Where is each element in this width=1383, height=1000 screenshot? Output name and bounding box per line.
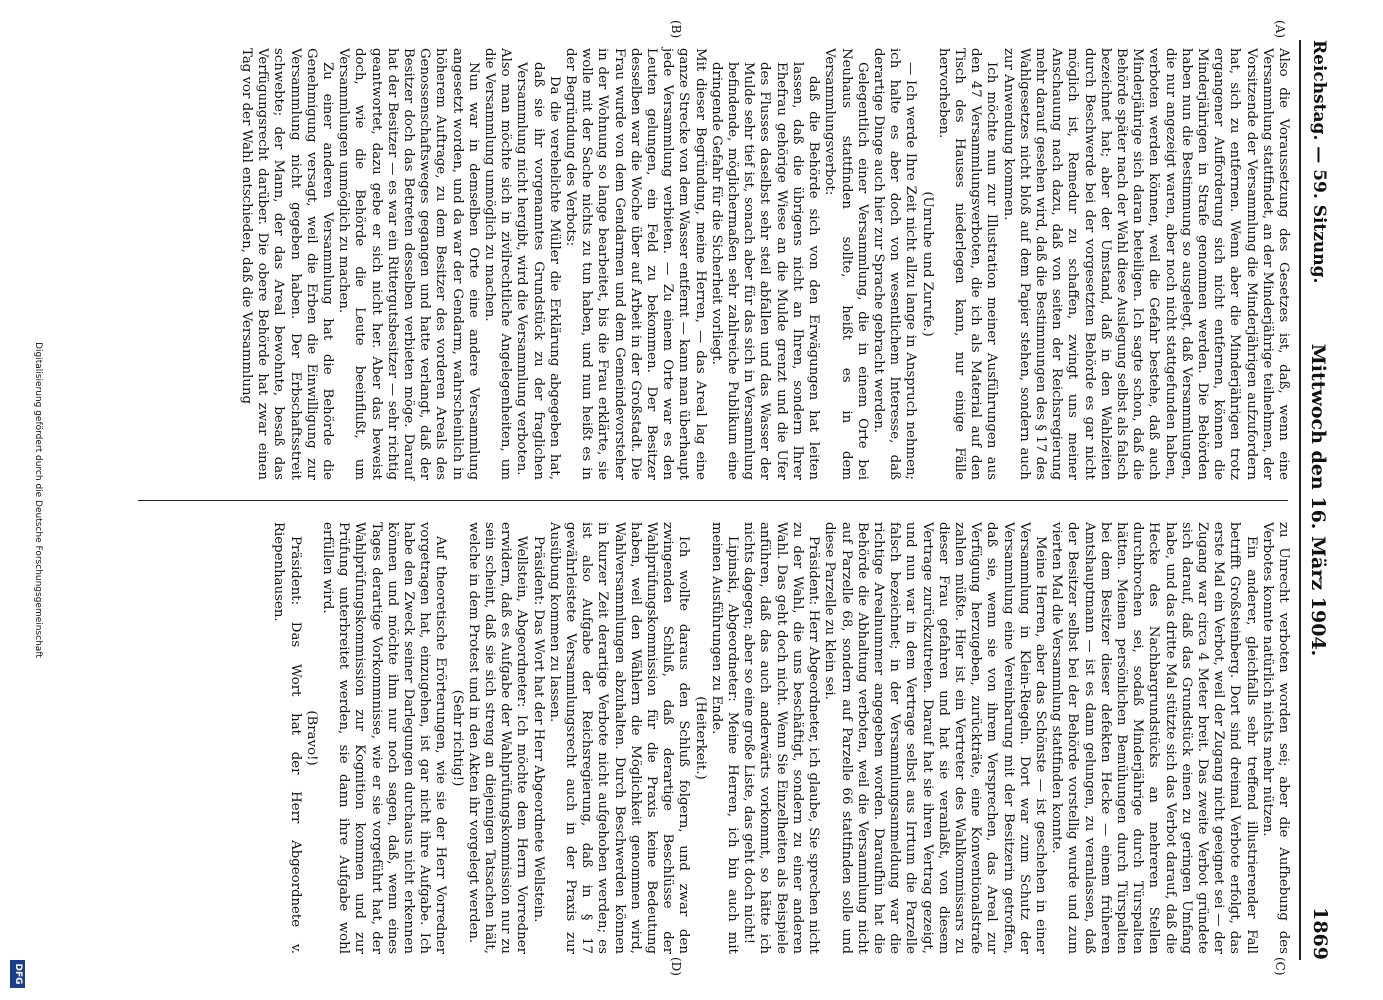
right-column (271, 522, 1291, 954)
header-rule (1299, 40, 1301, 960)
paragraph: Meine Herren, aber das Schönste — ist geschehen in einer Versammlung in Klein-Riegeln. Dort war zum Schutz der Versammlung eine Vereinbarung mit der Besitzerin getroffen, daß sie, wenn sie von ihrem Versprechen, das Areal zur Verfügung herzugeben, zurückträte, eine Konventionalstrafe zahlen müßte. Hier ist ein Vertreter des Wahlkommissars zu dieser Frau gefahren und hat sie veranlaßt, von diesem Vertrage zurückzutreten. Darauf hat sie ihren Vertrag gezeigt, und nun war in dem Vertrage selbst aus Irrtum die Parzelle falsch bezeichnet; in der Versammlungsanmeldung war die richtige Arealnummer angegeben worden. Daraufhin hat die Behörde die Abhaltung verboten, weil die Versammlung nicht auf Parzelle 68, sondern auf Parzelle 66 stattfinden solle und diese Parzelle zu klein sei. (822, 522, 1048, 954)
marker-c: (C) (1273, 957, 1287, 976)
column-separator (138, 500, 1288, 501)
marker-b: (B) (669, 20, 683, 39)
quotation: Da die verehelichte Müller die Erklärung abgegeben hat, daß sie ihr vorgenanntes Grundstück zu der fraglichen Versammlung nicht hergibt, wird die Versammlung verboten. (514, 62, 562, 480)
paragraph: Also die Voraussetzung des Gesetzes ist, daß, wenn eine Versammlung stattfindet, an der Minderjährige teilnehmen, der Vorsitzende der Versammlung die Minderjährigen aufzufordern hat, sich zu entfernen. Wenn aber die Minderjährigen trotz ergangener Aufforderung sich nicht entfernen, können die Minderjährigen in Strafe genommen werden. Die Behörden haben nun die Bestimmung so ausgelegt, daß Versammlungen, die nur angezeigt waren, aber noch nicht stattgefunden haben, verboten werden können, weil die Gefahr bestehe, daß auch Minderjährige sich daran beteiligen. Ich sagte schon, daß die Behörde später nach der Wahl diese Auslegung selbst als falsch bezeichnet hat; aber der Umstand, daß in den Wahlzeiten durch Beschwerde bei der vorgesetzten Behörde es gar nicht möglich ist, Remedur zu schaffen, zwingt uns meiner Anschauung nach dazu, daß von seiten der Reichsregierung mehr darauf gesehen wird, daß die Bestimmungen des § 17 des Wahlgesetzes nicht bloß auf dem Papier stehen, sondern auch zur Anwendung kommen. (1000, 48, 1291, 480)
interjection: (Unruhe und Zurufe.) (919, 191, 935, 337)
paragraph: Auf theoretische Erörterungen, wie sie der Herr Vorredner vorgetragen hat, einzugehen, ist gar nicht ihre Aufgabe. Ich habe den Zweck seiner Darlegungen durchaus nicht erkennen können und möchte ihm nur noch sagen, daß, wenn eines Tages derartige Vorkommnisse, wie er sie vorgeführt hat, der Wahlprüfungskommission zur Kognition kommen und zur Prüfung unterbreitet werden, sie dann ihre Aufgabe wohl erfüllen wird. (320, 522, 449, 954)
paragraph: Also man möchte sich in zivilrechtliche Angelegenheiten, um die Versammlung unmöglich zu machen. (482, 48, 514, 480)
speaker-paragraph: Wellstein, Abgeordneter: Ich möchte dem Herrn Vorredner erwidern, daß es Aufgabe der Wahlprüfungskommission nur zu sein scheint, daß sie sich streng an diejenigen Tatsachen hält, welche in dem Protest und in den Akten ihr vorgelegt werden. (465, 522, 530, 954)
speaker-paragraph: Präsident: Das Wort hat der Herr Abgeordnete Wellstein. (530, 536, 546, 923)
paragraph: Ein anderer, gleichfalls sehr treffend illustrierender Fall betrifft Großsteinberg. Dort sind dreimal Verbote erfolgt, das erste Mal ein Verbot, weil der Zugang nicht geeignet sei — der Zugang war circa 4 Meter breit. Das zweite Verbot gründete sich darauf, daß das Grundstück einen zu geringen Umfang habe, und das dritte Mal stützte sich das Verbot darauf, daß die Hecke des Nachbargrundstücks an mehreren Stellen durchbrochen sei, sodaß Minderjährige durch Türspalten hätten. Meinen persönlichen Bemühungen durch Türspalten bei dem Besitzer dieser defekten Hecke — einem früheren Amtshauptmann — ist es dann gelungen, zu veranlassen, daß der Besitzer selbst bei der Behörde vorstellig wurde und zum vierten Mal die Versammlung stattfinden konnte. (1049, 522, 1259, 954)
interjection: (Heiterkeit.) (692, 696, 708, 780)
quotation: daß die Behörde sich von den Erwägungen hat leiten lassen, daß die übrigens nicht an Ihren, sondern Ihrer Ehefrau gehörige Wiese an die Mulde grenzt und die Ufer des Flusses daselbst sehr steil abfallen und das Wasser der Mulde sehr tief ist, sonach aber für das sich in Versammlung befindende, möglichermaßen sehr zahlreiche Publikum eine dringende Gefahr für die Sicherheit vorliegt. (708, 62, 822, 480)
marker-a: (A) (1273, 20, 1287, 39)
speaker-paragraph: Präsident: Herr Abgeordneter, ich glaube, Sie sprechen nicht zu der Wahl, die uns beschäftigt, sondern zu einer anderen Wahl. Das geht doch nicht. Wenn Sie Einzelheiten als Beispiele anführen, daß das auch anderwärts vorkommt, so hätte ich nichts dagegen; aber so eine große Liste, das geht doch nicht! (741, 522, 822, 954)
interjection: (Bravo!) (303, 710, 319, 766)
paragraph: — Ich werde Ihre Zeit nicht allzu lange in Anspruch nehmen; ich halte es aber doch von wesentlichem Interesse, daß derartige Dinge auch hier zur Sprache gebracht werden. (870, 48, 919, 480)
paragraph: Nun war in demselben Orte eine andere Versammlung angesetzt worden, und da war der Gendarm, wahrscheinlich in höherem Auftrage, zu dem Besitzer des vorderen Areals des Genossenschaftsweges gegangen und hatte verlangt, daß der Besitzer doch das Betreten desselben verbieten möge. Darauf hat der Besitzer — es war ein Rittergutsbesitzer — sehr richtig geantwortet, dazu gebe er sich nicht her. Aber das beweist doch, wie die Behörde die Leute beeinflußt, um Versammlungen unmöglich zu machen. (336, 48, 481, 480)
paragraph: Gelegentlich einer Versammlung, die in einem Orte bei Neuhaus stattfinden sollte, heißt es in dem Versammlungsverbot: (822, 48, 870, 480)
paragraph: Zu einer anderen Versammlung hat die Behörde die Genehmigung versagt, weil die Erben die Einwilligung zur Versammlung nicht gegeben haben. Der Erbschaftsstreit schwebte; der Mann, der das Areal bewohnte, besaß das Verfügungsrecht darüber. Die obere Behörde hat zwar einen Tag vor der Wahl entschieden, daß die Versammlung (239, 48, 336, 480)
page-header (1303, 40, 1333, 960)
speaker-paragraph: Lipinski, Abgeordneter: Meine Herren, ich bin auch mit meinen Ausführungen zu Ende. (708, 522, 741, 954)
dfg-logo: DFG (10, 960, 25, 988)
page-number: 1869 (1309, 907, 1331, 960)
header-date: Mittwoch den 16. März 1904. (1307, 343, 1329, 657)
paragraph: Mit dieser Begründung, meine Herren, — das Areal lag eine ganze Strecke von dem Wasser entfernt — kann man überhaupt jede Versammlung verbieten. — Zu einem Orte war es den Leuten gelungen, ein Feld zu bekommen. Der Besitzer desselben war die Woche über auf Arbeit in der Großstadt. Die Frau wurde von dem Gendarmen und dem Gemeindevorsteher in der Wohnung so lange bearbeitet, bis die Frau erklärte, sie wolle mit der Sache nichts zu tun haben, und nun heißt es in der Begründung des Verbots: (563, 48, 708, 480)
paragraph: Ich möchte nun zur Illustration meiner Ausführungen aus den 47 Versammlungsverboten, die ich als Material auf den Tisch des Hauses niederlegen kann, nur einige Fälle hervorheben. (935, 48, 1000, 480)
interjection: (Sehr richtig!) (449, 689, 465, 787)
speaker-paragraph: Präsident: Das Wort hat der Herr Abgeordnete v. Riepenhausen. (271, 522, 303, 954)
paragraph: zu Unrecht verboten worden sei; aber die Aufhebung des Verbotes konnte natürlich nichts mehr nützen. (1259, 522, 1291, 954)
digitization-credit: Digitalisierung gefördert durch die Deutsche Forschungsgemeinschaft (33, 342, 43, 658)
header-session: Reichstag. — 59. Sitzung. (1309, 40, 1329, 284)
marker-d: (D) (669, 957, 683, 976)
paragraph: Ich wollte daraus den Schluß folgern, und zwar den zwingenden Schluß, daß derartige Beschlüsse der Wahlprüfungskommission für die Praxis keine Bedeutung haben, weil den Wählern die Möglichkeit genommen wird, Wahlversammlungen abzuhalten. Durch Beschwerden können in kurzer Zeit derartige Verbote nicht aufgehoben werden; es ist also Aufgabe der Reichsregierung, daß in § 17 gewährleistete Versammlungsrecht auch in der Praxis zur Ausübung kommen zu lassen. (546, 522, 692, 954)
left-column (135, 48, 1291, 480)
